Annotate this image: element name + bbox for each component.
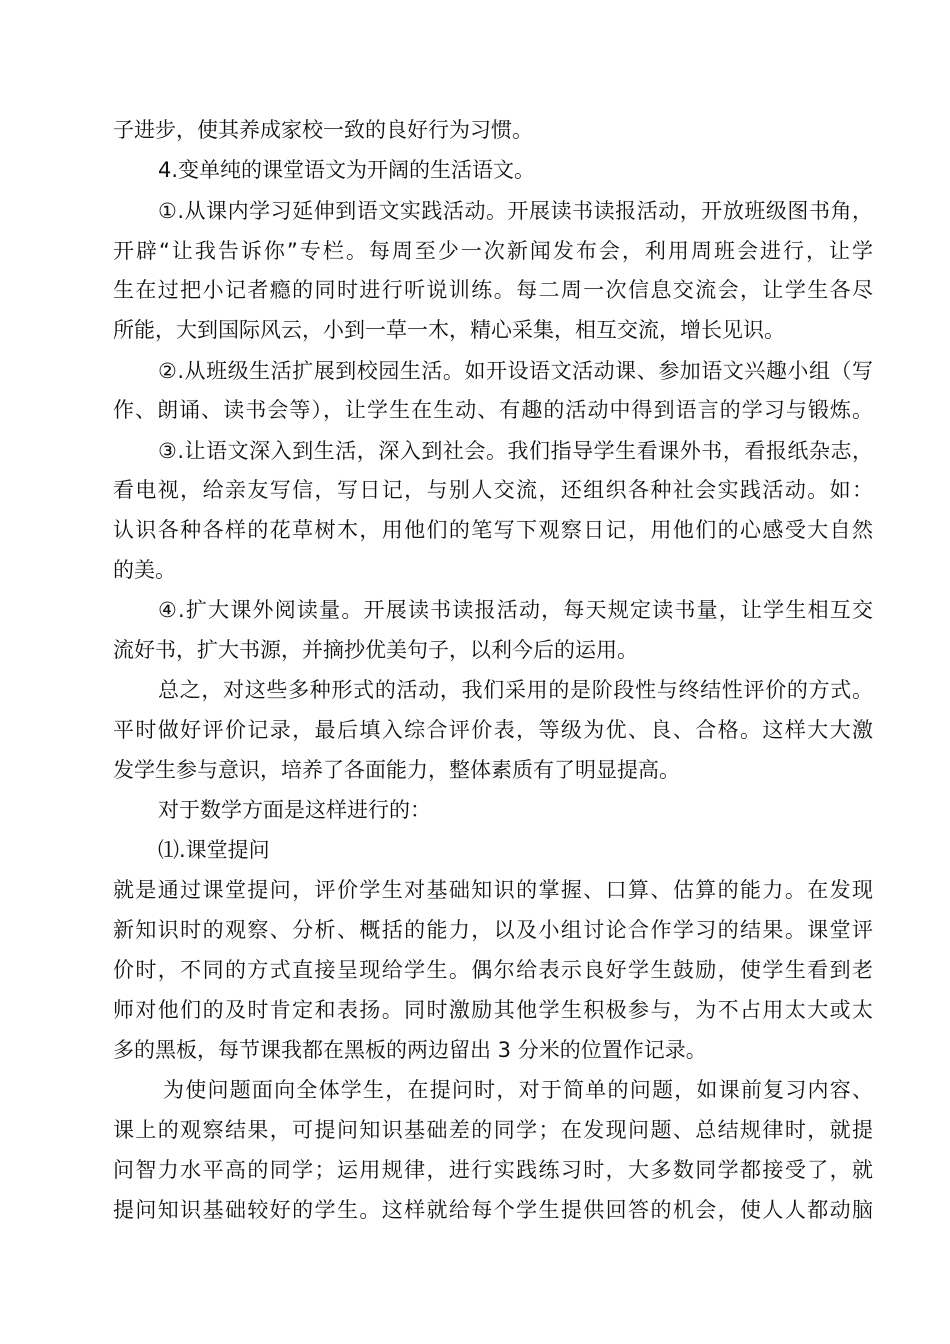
text-line: 流好书，扩大书源，并摘抄优美句子，以利今后的运用。 bbox=[113, 638, 638, 662]
text-line: 生在过把小记者瘾的同时进行听说训练。每二周一次信息交流会，让学生各尽 bbox=[113, 278, 873, 302]
text-line: ③.让语文深入到生活，深入到社会。我们指导学生看课外书，看报纸杂志， bbox=[158, 439, 873, 463]
text-line: 为使问题面向全体学生，在提问时，对于简单的问题，如课前复习内容、 bbox=[163, 1078, 873, 1102]
text-line: 问智力水平高的同学；运用规律，进行实践练习时，大多数同学都接受了，就 bbox=[113, 1158, 873, 1182]
text-line: 价时，不同的方式直接呈现给学生。偶尔给表示良好学生鼓励，使学生看到老 bbox=[113, 958, 873, 982]
text-line: 开辟“让我告诉你”专栏。每周至少一次新闻发布会，利用周班会进行，让学 bbox=[113, 239, 873, 263]
text-line: 多的黑板，每节课我都在黑板的两边留出 3 分米的位置作记录。 bbox=[113, 1038, 707, 1062]
text-line: 子进步，使其养成家校一致的良好行为习惯。 bbox=[113, 118, 533, 142]
text-line: 新知识时的观察、分析、概括的能力，以及小组讨论合作学习的结果。课堂评 bbox=[113, 918, 873, 942]
subsection-heading: ⑴.课堂提问 bbox=[158, 838, 270, 862]
text-line: ④.扩大课外阅读量。开展读书读报活动，每天规定读书量，让学生相互交 bbox=[158, 598, 873, 622]
text-line: 所能，大到国际风云，小到一草一木，精心采集，相互交流，增长见识。 bbox=[113, 318, 785, 342]
text-line: ①.从课内学习延伸到语文实践活动。开展读书读报活动，开放班级图书角， bbox=[158, 199, 873, 223]
text-line: 的美。 bbox=[113, 558, 176, 582]
text-line: 提问知识基础较好的学生。这样就给每个学生提供回答的机会，使人人都动脑 bbox=[113, 1198, 873, 1222]
text-line: 总之，对这些多种形式的活动，我们采用的是阶段性与终结性评价的方式。 bbox=[158, 678, 873, 702]
text-line: 对于数学方面是这样进行的： bbox=[158, 798, 431, 822]
text-line: 认识各种各样的花草树木，用他们的笔写下观察日记，用他们的心感受大自然 bbox=[113, 518, 873, 542]
text-line: 平时做好评价记录，最后填入综合评价表，等级为优、良、合格。这样大大激 bbox=[113, 718, 873, 742]
text-line: 师对他们的及时肯定和表扬。同时激励其他学生积极参与，为不占用太大或太 bbox=[113, 998, 873, 1022]
text-line: 课上的观察结果，可提问知识基础差的同学；在发现问题、总结规律时，就提 bbox=[113, 1118, 873, 1142]
text-line: 发学生参与意识，培养了各面能力，整体素质有了明显提高。 bbox=[113, 758, 680, 782]
text-line: 看电视，给亲友写信，写日记，与别人交流，还组织各种社会实践活动。如： bbox=[113, 478, 873, 502]
section-heading: 4.变单纯的课堂语文为开阔的生活语文。 bbox=[158, 158, 536, 182]
text-line: 作、朗诵、读书会等），让学生在生动、有趣的活动中得到语言的学习与锻炼。 bbox=[113, 398, 873, 422]
text-line: ②.从班级生活扩展到校园生活。如开设语文活动课、参加语文兴趣小组（写 bbox=[158, 359, 873, 383]
text-line: 就是通过课堂提问，评价学生对基础知识的掌握、口算、估算的能力。在发现 bbox=[113, 878, 873, 902]
